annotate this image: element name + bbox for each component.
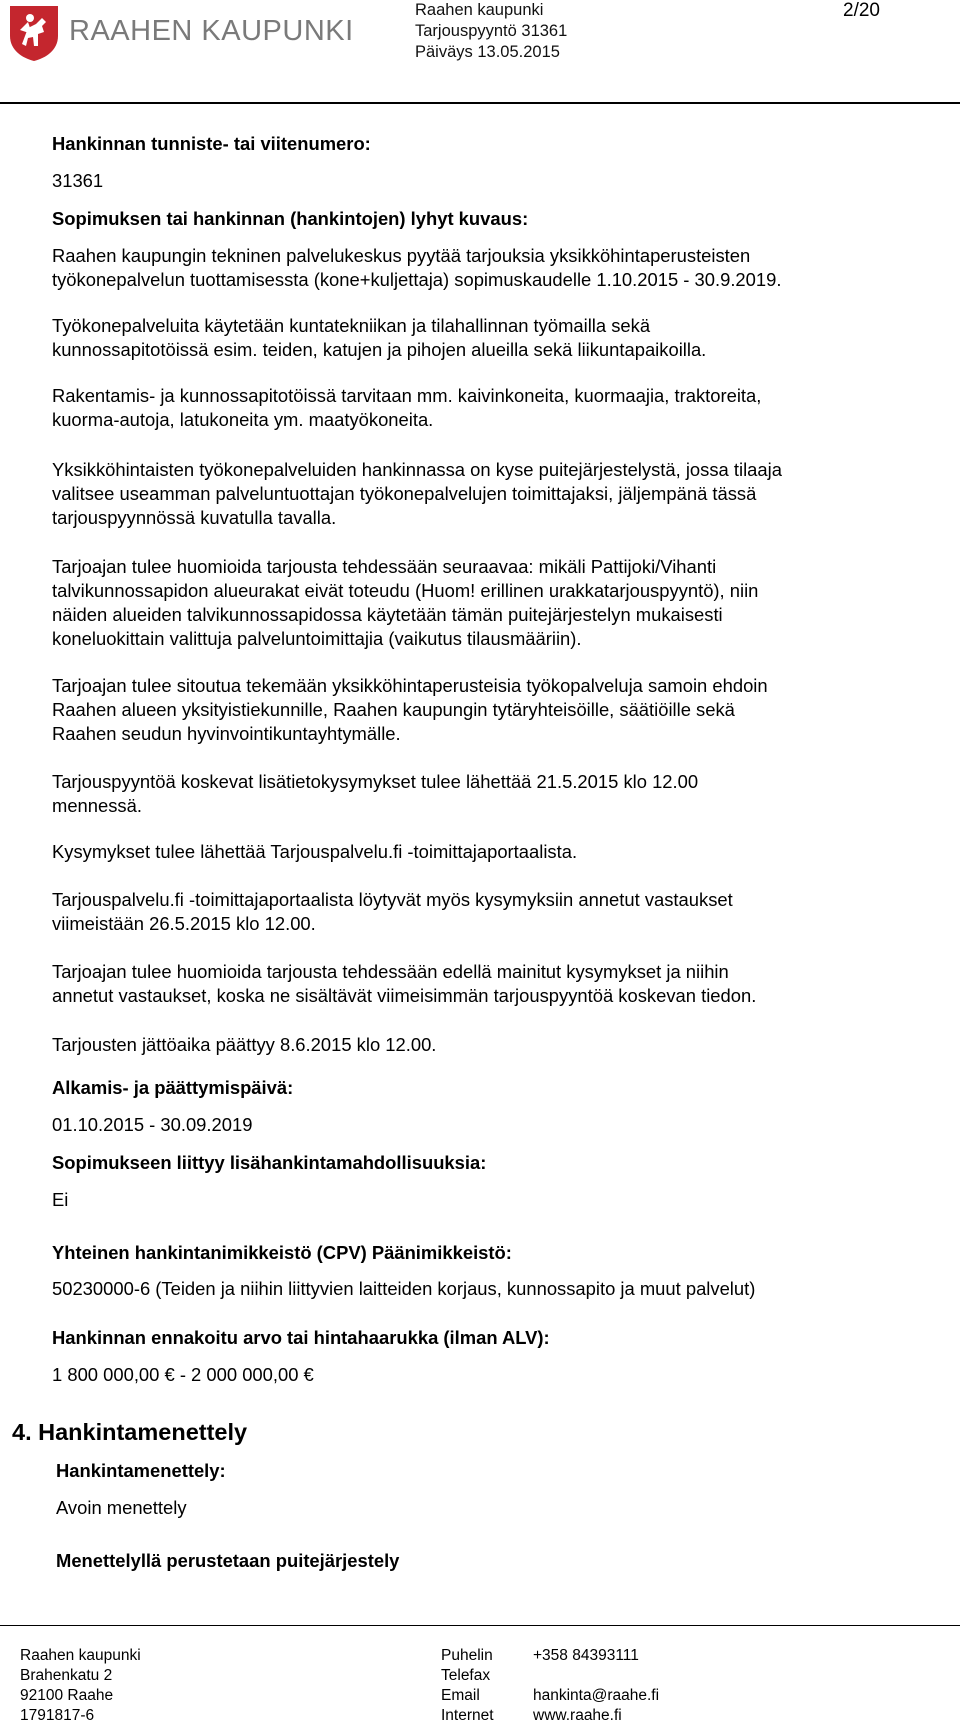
footer-phone: +358 84393111 [533, 1647, 639, 1664]
id-label: Hankinnan tunniste- tai viitenumero: [52, 133, 371, 154]
paragraph-3 [52, 384, 932, 432]
description-label: Sopimuksen tai hankinnan (hankintojen) lyhyt kuvaus: [52, 208, 529, 229]
estimated-value-label: Hankinnan ennakoitu arvo tai hintahaarukka (ilman ALV): [52, 1327, 550, 1348]
paragraph-10 [52, 960, 932, 1008]
paragraph-7 [52, 770, 932, 818]
footer-contact-labels [441, 1646, 494, 1726]
dates-value: 01.10.2015 - 30.09.2019 [52, 1114, 253, 1135]
paragraph-8: Kysymykset tulee lähettää Tarjouspalvelu.fi -toimittajaportaalista. [52, 841, 578, 862]
text-line: näiden alueiden talvikunnossapidossa käytetään tämän puitejärjestelyn mukaisesti [52, 604, 723, 625]
procedure-label: Hankintamenettely: [56, 1460, 226, 1481]
text-line: Tarjoajan tulee sitoutua tekemään yksikköhintaperusteisia työkopalveluja samoin ehdoin [52, 675, 768, 696]
footer-postal: 92100 Raahe [20, 1687, 114, 1704]
procedure-value: Avoin menettely [56, 1497, 187, 1518]
section-heading-4: 4. Hankintamenettely [12, 1419, 248, 1445]
footer-divider [0, 1625, 960, 1626]
id-value: 31361 [52, 170, 104, 191]
header-divider [0, 102, 960, 104]
dates-label: Alkamis- ja päättymispäivä: [52, 1077, 294, 1098]
footer-fax [533, 1666, 659, 1686]
text-line: annetut vastaukset, koska ne sisältävät viimeisimmän tarjouspyyntöä koskevan tiedon. [52, 985, 757, 1006]
text-line: työkonepalvelun tuottamisessta (kone+kuljettaja) sopimuskaudelle 1.10.2015 - 30.9.2019. [52, 269, 782, 290]
paragraph-9 [52, 888, 932, 936]
text-line: tarjouspyynnössä kuvatulla tavalla. [52, 507, 337, 528]
page-header [0, 0, 960, 105]
text-line: Raahen alueen yksityistiekunnille, Raahen kaupungin tytäryhteisöille, säätiöille sekä [52, 699, 735, 720]
text-line: Tarjouspyyntöä koskevat lisätietokysymykset tulee lähettää 21.5.2015 klo 12.00 [52, 771, 699, 792]
paragraph-2 [52, 314, 932, 362]
footer-web[interactable]: www.raahe.fi [533, 1707, 622, 1724]
page-number: 2/20 [843, 0, 880, 21]
header-info [415, 0, 567, 63]
footer-street: Brahenkatu 2 [20, 1667, 113, 1684]
text-line: Tarjoajan tulee huomioida tarjousta tehdessään edellä mainitut kysymykset ja niihin [52, 961, 729, 982]
extra-procurement-label: Sopimukseen liittyy lisähankintamahdollisuuksia: [52, 1152, 487, 1173]
framework-label: Menettelyllä perustetaan puitejärjestely [56, 1550, 400, 1571]
text-line: Yksikköhintaisten työkonepalveluiden hankinnassa on kyse puitejärjestelystä, jossa tilaaja [52, 459, 782, 480]
text-line: kunnossapitotöissä esim. teiden, katujen ja pihojen alueilla sekä liikuntapaikoilla. [52, 339, 707, 360]
text-line: talvikunnossapidon alueurakat eivät toteudu (Huom! erillinen urakkatarjouspyyntö), niin [52, 580, 759, 601]
extra-procurement-value: Ei [52, 1189, 69, 1210]
text-line: kuorma-autoja, latukoneita ym. maatyökoneita. [52, 409, 434, 430]
text-line: Työkonepalveluita käytetään kuntatekniikan ja tilahallinnan työmailla sekä [52, 315, 651, 336]
paragraph-6 [52, 674, 932, 746]
text-line: mennessä. [52, 795, 142, 816]
footer-fax-label: Telefax [441, 1667, 491, 1684]
cpv-label: Yhteinen hankintanimikkeistö (CPV) Päänimikkeistö: [52, 1242, 512, 1263]
raahe-crest-icon [8, 4, 60, 62]
footer-address [20, 1646, 141, 1726]
footer-internet-label: Internet [441, 1707, 494, 1724]
raahe-logo [8, 4, 354, 62]
header-date: Päiväys 13.05.2015 [415, 43, 560, 61]
estimated-value: 1 800 000,00 € - 2 000 000,00 € [52, 1364, 314, 1385]
text-line: Rakentamis- ja kunnossapitotöissä tarvitaan mm. kaivinkoneita, kuormaajia, traktoreita, [52, 385, 762, 406]
text-line: koneluokittain valittuja palveluntoimittajia (vaikutus tilausmääriin). [52, 628, 582, 649]
text-line: Tarjoajan tulee huomioida tarjousta tehdessään seuraavaa: mikäli Pattijoki/Vihanti [52, 556, 717, 577]
paragraph-1 [52, 244, 932, 292]
paragraph-4 [52, 458, 932, 530]
text-line: Tarjouspalvelu.fi -toimittajaportaalista löytyvät myös kysymyksiin annetut vastaukset [52, 889, 733, 910]
paragraph-5 [52, 555, 932, 651]
logo-text: RAAHEN KAUPUNKI [69, 15, 354, 47]
footer-contact-values [533, 1646, 659, 1726]
cpv-value: 50230000-6 (Teiden ja niihin liittyvien laitteiden korjaus, kunnossapito ja muut palvelut) [52, 1278, 756, 1299]
text-line: Raahen kaupungin tekninen palvelukeskus pyytää tarjouksia yksikköhintaperusteisten [52, 245, 751, 266]
footer-org: Raahen kaupunki [20, 1647, 141, 1664]
text-line: viimeistään 26.5.2015 klo 12.00. [52, 913, 316, 934]
header-org: Raahen kaupunki [415, 1, 544, 19]
text-line: valitsee useamman palveluntuottajan työkonepalvelujen toimittajaksi, jäljempänä tässä [52, 483, 757, 504]
text-line: Raahen seudun hyvinvointikuntayhtymälle. [52, 723, 401, 744]
footer-email[interactable]: hankinta@raahe.fi [533, 1687, 660, 1704]
footer-email-label: Email [441, 1687, 480, 1704]
header-request: Tarjouspyyntö 31361 [415, 22, 568, 40]
footer-business-id: 1791817-6 [20, 1707, 95, 1724]
footer-phone-label: Puhelin [441, 1647, 493, 1664]
paragraph-11: Tarjousten jättöaika päättyy 8.6.2015 klo 12.00. [52, 1034, 437, 1055]
